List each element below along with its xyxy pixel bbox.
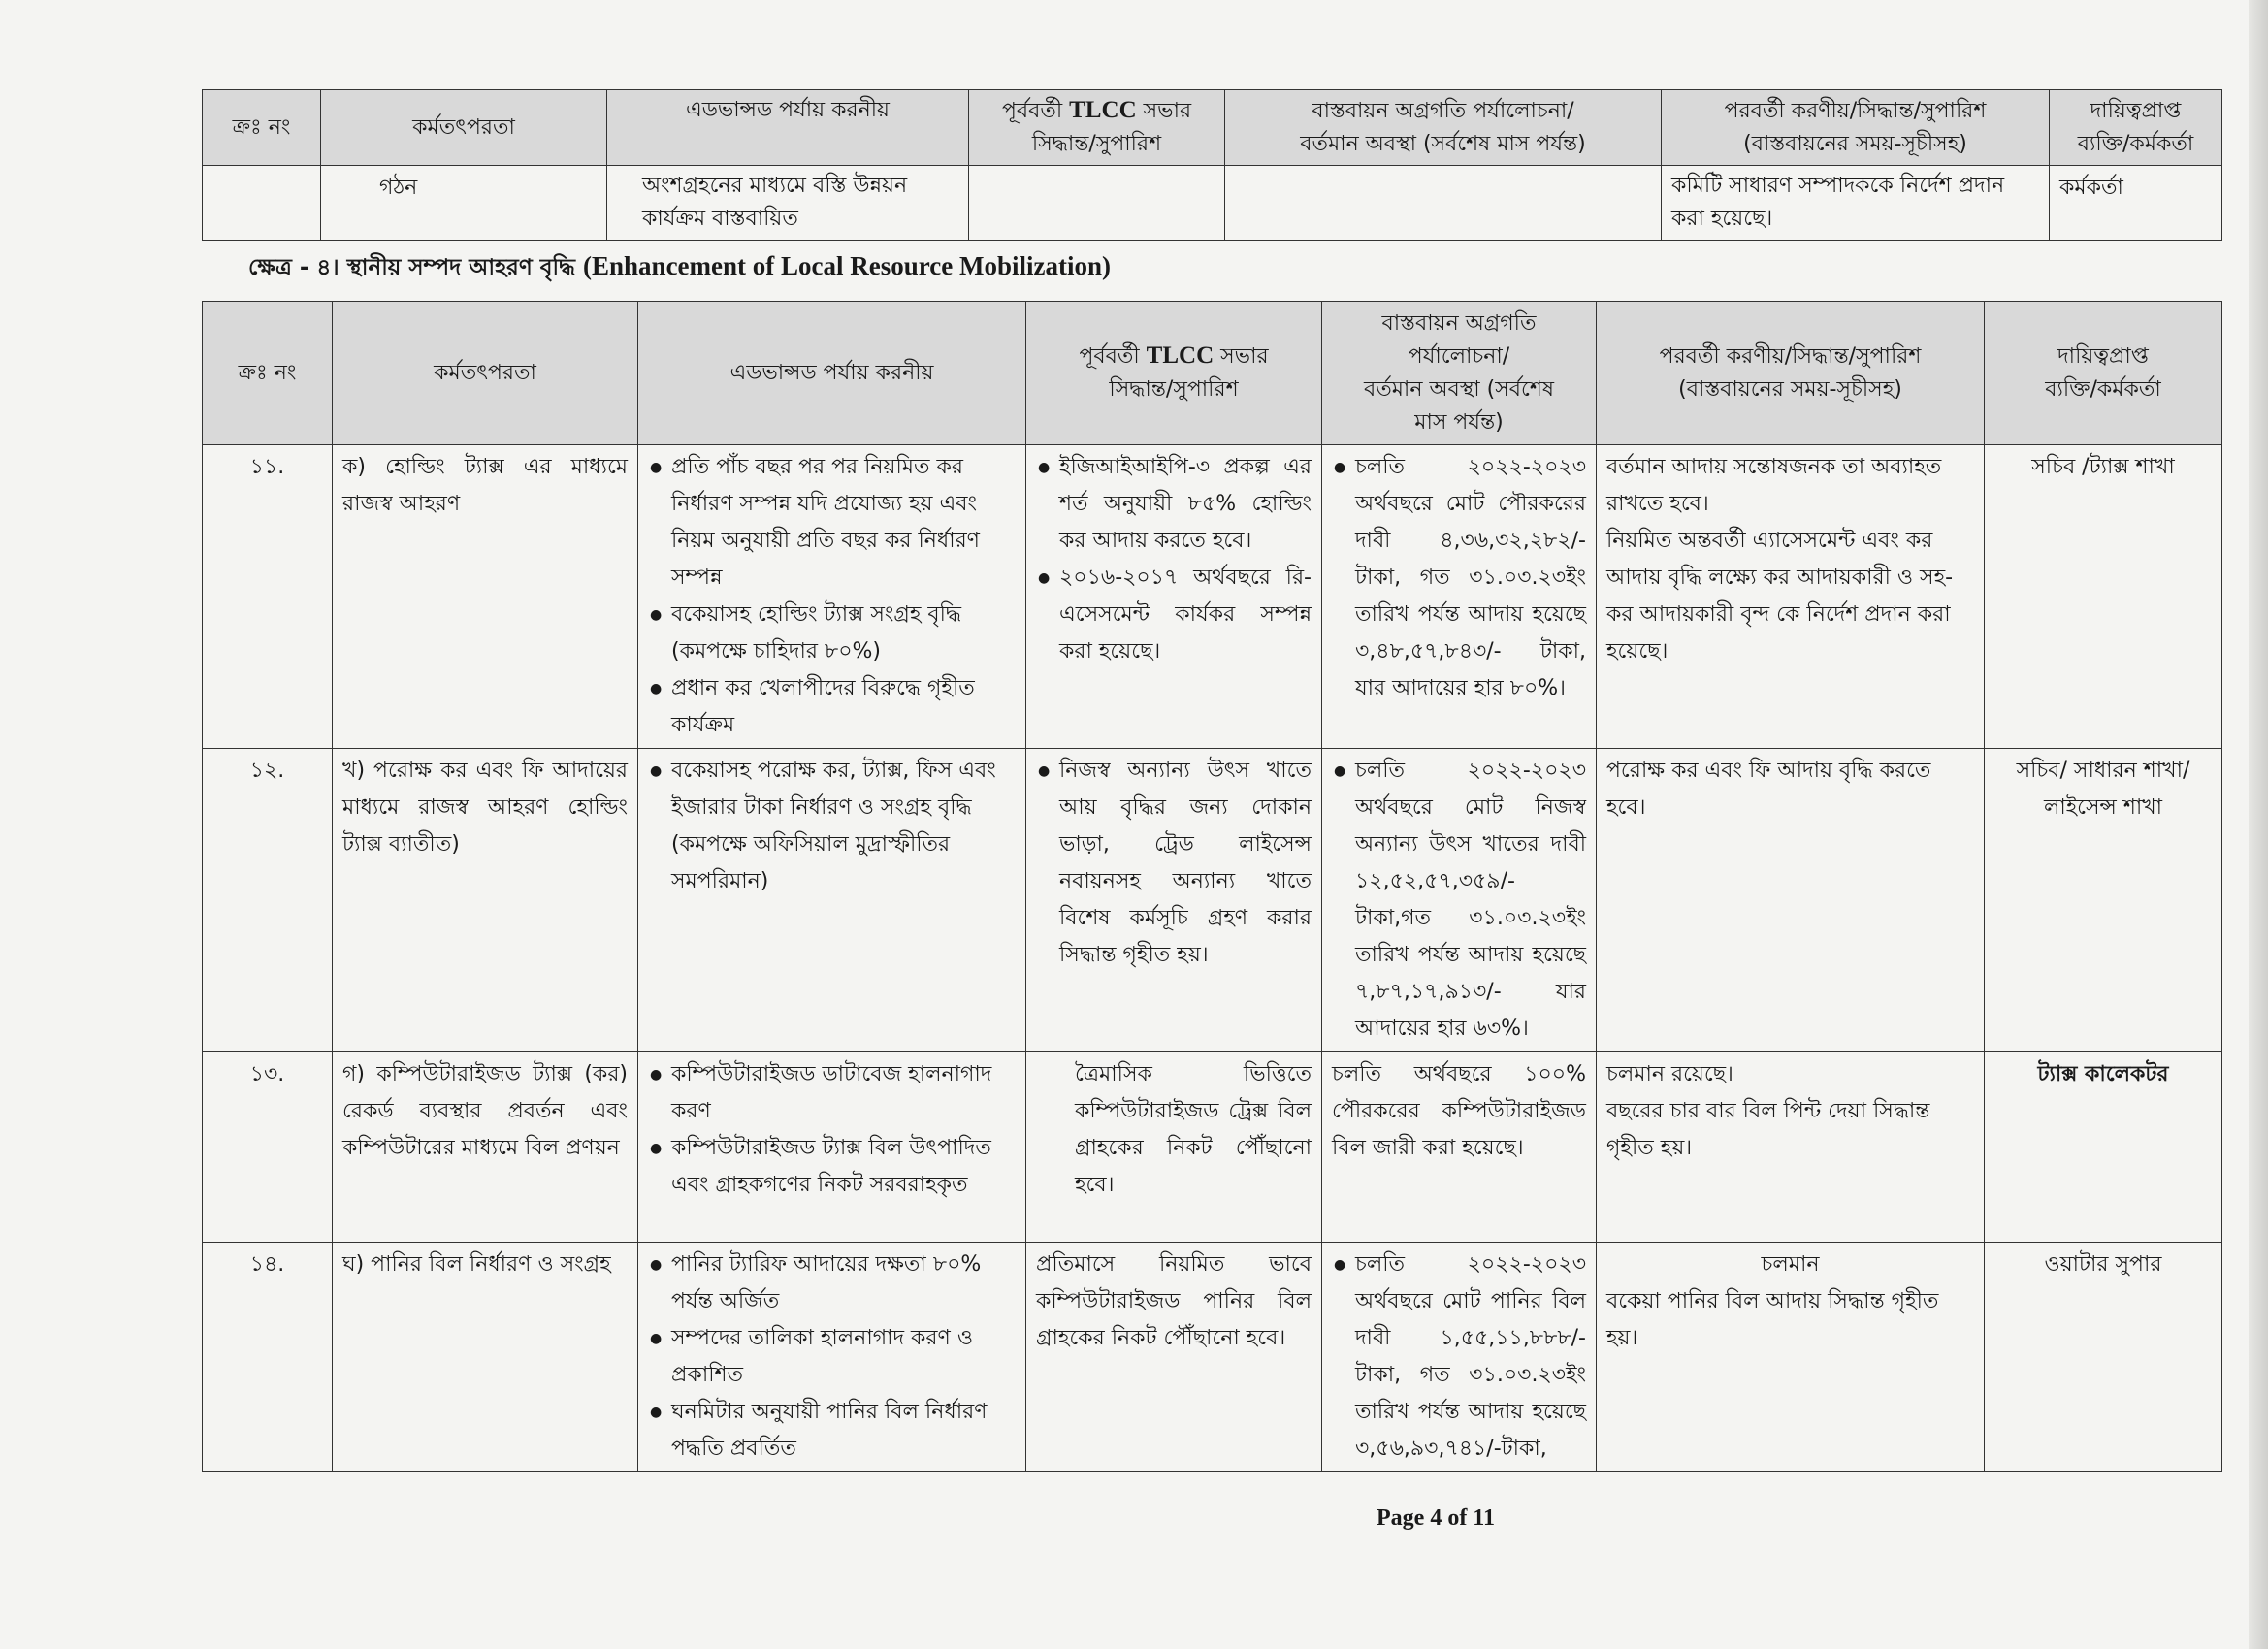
cell-progress — [1225, 166, 1662, 241]
document-sheet — [202, 89, 2221, 1472]
cell-progress — [1322, 749, 1597, 1052]
cell-advanced-action — [638, 1052, 1026, 1243]
header-prev-tlcc: পূর্ববর্তী TLCC সভার সিদ্ধান্ত/সুপারিশ — [969, 90, 1225, 166]
next-action-text: বকেয়া পানির বিল আদায় সিদ্ধান্ত গৃহীত হয়। — [1606, 1289, 1939, 1350]
cell-prev-tlcc — [1026, 1052, 1322, 1243]
table-row — [203, 166, 2222, 241]
page-edge-shadow — [2249, 0, 2268, 1649]
list-item: ● ইজিআইআইপি-৩ প্রকল্প এর শর্ত অনুযায়ী ৮৫% হোল্ডিং কর আদায় করতে হবে। — [1055, 449, 1312, 560]
list-item: ● সম্পদের তালিকা হালনাগাদ করণ ও প্রকাশিত — [667, 1320, 1016, 1394]
cell-responsible: সচিব/ সাধারন শাখা/লাইসেন্স শাখা — [1985, 749, 2222, 1052]
next-action-text: বর্তমান আদায় সন্তোষজনক তা অব্যাহত রাখতে হবে। — [1606, 455, 1942, 516]
next-action-text: নিয়মিত অন্তবর্তী এ্যাসেসমেন্ট এবং কর আদায় বৃদ্ধি লক্ষ্যে কর আদায়কারী ও সহ- কর আদায়কারী বৃন্দ কে নির্দেশ প্রদান করা হয়েছে। — [1606, 529, 1954, 663]
cell-prev-tlcc — [1026, 445, 1322, 749]
cell-progress — [1322, 445, 1597, 749]
cell-next-action — [1597, 445, 1985, 749]
header-progress: বাস্তবায়ন অগ্রগতি পর্যালোচনা/ বর্তমান অবস্থা (সর্বশেষ মাস পর্যন্ত) — [1322, 302, 1597, 445]
list-item: ● চলতি ২০২২-২০২৩ অর্থবছরে মোট নিজস্ব অন্যান্য উৎস খাতের দাবী ১২,৫২,৫৭,৩৫৯/- টাকা,গত ৩১.০৩.২৩ইং তারিখ পর্যন্ত আদায় হয়েছে ৭,৮৭,১৭,৯১৩/- যার আদায়ের হার ৬৩%। — [1351, 753, 1586, 1048]
list-item: ● কম্পিউটারাইজড ট্যাক্স বিল উৎপাদিত এবং গ্রাহকগণের নিকট সরবরাহকৃত — [667, 1130, 1016, 1204]
header-next-action: পরবর্তী করণীয়/সিদ্ধান্ত/সুপারিশ (বাস্তবায়নের সময়-সূচীসহ) — [1597, 302, 1985, 445]
list-item: ● চলতি ২০২২-২০২৩ অর্থবছরে মোট পানির বিল দাবী ১,৫৫,১১,৮৮৮/- টাকা, গত ৩১.০৩.২৩ইং তারিখ পর্যন্ত আদায় হয়েছে ৩,৫৬,৯৩,৭৪১/-টাকা, — [1351, 1246, 1586, 1468]
cell-sl: ১২. — [203, 749, 333, 1052]
cell-advanced-action — [638, 749, 1026, 1052]
prev-tlcc-text: প্রতিমাসে নিয়মিত ভাবে কম্পিউটারাইজড পানির বিল গ্রাহকের নিকট পৌঁছানো হবে। — [1036, 1252, 1312, 1350]
list-item: ● কম্পিউটারাইজড ডাটাবেজ হালনাগাদ করণ — [667, 1056, 1016, 1130]
header-activity: কর্মতৎপরতা — [333, 302, 638, 445]
cell-sl: ১৪. — [203, 1243, 333, 1472]
header-activity: কর্মতৎপরতা — [321, 90, 607, 166]
list-item: ● চলতি ২০২২-২০২৩ অর্থবছরে মোট পৌরকরের দাবী ৪,৩৬,৩২,২৮২/- টাকা, গত ৩১.০৩.২৩ইং তারিখ পর্যন্ত আদায় হয়েছে ৩,৪৮,৫৭,৮৪৩/- টাকা, যার আদায়ের হার ৮০%। — [1351, 449, 1586, 707]
cell-advanced-action — [638, 445, 1026, 749]
header-sl: ক্রঃ নং — [203, 302, 333, 445]
cell-progress — [1322, 1243, 1597, 1472]
cell-advanced-action — [638, 1243, 1026, 1472]
cell-advanced-action: অংশগ্রহনের মাধ্যমে বস্তি উন্নয়ন কার্যক্রম বাস্তবায়িত — [607, 166, 969, 241]
cell-activity: খ) পরোক্ষ কর এবং ফি আদায়ের মাধ্যমে রাজস্ব আহরণ হোল্ডিং ট্যাক্স ব্যাতীত) — [333, 749, 638, 1052]
table-header-row — [203, 90, 2222, 166]
cell-activity: ক) হোল্ডিং ট্যাক্স এর মাধ্যমে রাজস্ব আহরণ — [333, 445, 638, 749]
header-advanced-action: এডভান্সড পর্যায় করনীয় — [607, 90, 969, 166]
next-action-text: চলমান রয়েছে। — [1606, 1062, 1733, 1086]
table-header-row — [203, 302, 2222, 445]
list-item: ● পানির ট্যারিফ আদায়ের দক্ষতা ৮০% পর্যন্ত অর্জিত — [667, 1246, 1016, 1320]
header-responsible: দায়িত্বপ্রাপ্ত ব্যক্তি/কর্মকর্তা — [1985, 302, 2222, 445]
cell-prev-tlcc — [1026, 1243, 1322, 1472]
table-row — [203, 1052, 2222, 1243]
cell-prev-tlcc — [969, 166, 1225, 241]
cell-sl: ১১. — [203, 445, 333, 749]
table-row — [203, 1243, 2222, 1472]
header-next-action: পরবর্তী করণীয়/সিদ্ধান্ত/সুপারিশ (বাস্তবায়নের সময়-সূচীসহ) — [1662, 90, 2050, 166]
cell-responsible: কর্মকর্তা — [2050, 166, 2222, 241]
cell-responsible: সচিব /ট্যাক্স শাখা — [1985, 445, 2222, 749]
progress-text: চলতি অর্থবছরে ১০০% পৌরকরের কম্পিউটারাইজড বিল জারী করা হয়েছে। — [1332, 1062, 1586, 1160]
list-item: ● প্রধান কর খেলাপীদের বিরুদ্ধে গৃহীত কার্যক্রম — [667, 670, 1016, 744]
cell-sl — [203, 166, 321, 241]
prev-tlcc-text: ত্রৈমাসিক ভিত্তিতে কম্পিউটারাইজড ট্রেক্স বিল গ্রাহকের নিকট পৌঁছানো হবে। — [1075, 1062, 1312, 1197]
cell-prev-tlcc — [1026, 749, 1322, 1052]
header-progress: বাস্তবায়ন অগ্রগতি পর্যালোচনা/ বর্তমান অবস্থা (সর্বশেষ মাস পর্যন্ত) — [1225, 90, 1662, 166]
table-row — [203, 445, 2222, 749]
header-responsible: দায়িত্বপ্রাপ্ত ব্যক্তি/কর্মকর্তা — [2050, 90, 2222, 166]
cell-activity: ঘ) পানির বিল নির্ধারণ ও সংগ্রহ — [333, 1243, 638, 1472]
cell-progress — [1322, 1052, 1597, 1243]
cell-next-action — [1597, 1243, 1985, 1472]
cell-activity: গঠন — [321, 166, 607, 241]
list-item: ● বকেয়াসহ পরোক্ষ কর, ট্যাক্স, ফিস এবং ইজারার টাকা নির্ধারণ ও সংগ্রহ বৃদ্ধি (কমপক্ষে অফিসিয়াল মুদ্রাস্ফীতির সমপরিমান) — [667, 753, 1016, 900]
cell-next-action: কমিটি সাধারণ সম্পাদককে নির্দেশ প্রদান করা হয়েছে। — [1662, 166, 2050, 241]
cell-sl: ১৩. — [203, 1052, 333, 1243]
list-item: ● ঘনমিটার অনুযায়ী পানির বিল নির্ধারণ পদ্ধতি প্রবর্তিত — [667, 1394, 1016, 1468]
next-action-text: পরোক্ষ কর এবং ফি আদায় বৃদ্ধি করতে হবে। — [1606, 759, 1931, 820]
next-action-text: চলমান — [1761, 1252, 1820, 1277]
header-prev-tlcc: পূর্ববর্তী TLCC সভার সিদ্ধান্ত/সুপারিশ — [1026, 302, 1322, 445]
page-number: Page 4 of 11 — [1377, 1505, 1495, 1531]
list-item: ● নিজস্ব অন্যান্য উৎস খাতে আয় বৃদ্ধির জন্য দোকান ভাড়া, ট্রেড লাইসেন্স নবায়নসহ অন্যান্য খাতে বিশেষ কর্মসূচি গ্রহণ করার সিদ্ধান্ত গৃহীত হয়। — [1055, 753, 1312, 974]
cell-responsible: ওয়াটার সুপার — [1985, 1243, 2222, 1472]
cell-next-action — [1597, 1052, 1985, 1243]
cell-activity: গ) কম্পিউটারাইজড ট্যাক্স (কর) রেকর্ড ব্যবস্থার প্রবর্তন এবং কম্পিউটারের মাধ্যমে বিল প্রণয়ন — [333, 1052, 638, 1243]
list-item: ● প্রতি পাঁচ বছর পর পর নিয়মিত কর নির্ধারণ সম্পন্ন যদি প্রযোজ্য হয় এবং নিয়ম অনুযায়ী প্রতি বছর কর নির্ধারণ সম্পন্ন — [667, 449, 1016, 597]
resource-mobilization-table — [202, 301, 2222, 1472]
table-row — [203, 749, 2222, 1052]
continuation-table — [202, 89, 2222, 241]
section-title: ক্ষেত্র - ৪। স্থানীয় সম্পদ আহরণ বৃদ্ধি (Enhancement of Local Resource Mobilization) — [248, 251, 1111, 280]
header-advanced-action: এডভান্সড পর্যায় করনীয় — [638, 302, 1026, 445]
list-item: ● ২০১৬-২০১৭ অর্থবছরে রি-এসেসমেন্ট কার্যকর সম্পন্ন করা হয়েছে। — [1055, 560, 1312, 670]
list-item: ● বকেয়াসহ হোল্ডিং ট্যাক্স সংগ্রহ বৃদ্ধি (কমপক্ষে চাহিদার ৮০%) — [667, 597, 1016, 670]
next-action-text: বছরের চার বার বিল পিন্ট দেয়া সিদ্ধান্ত গৃহীত হয়। — [1606, 1099, 1930, 1160]
cell-responsible: ট্যাক্স কালেকটর — [1985, 1052, 2222, 1243]
cell-next-action — [1597, 749, 1985, 1052]
header-sl: ক্রঃ নং — [203, 90, 321, 166]
